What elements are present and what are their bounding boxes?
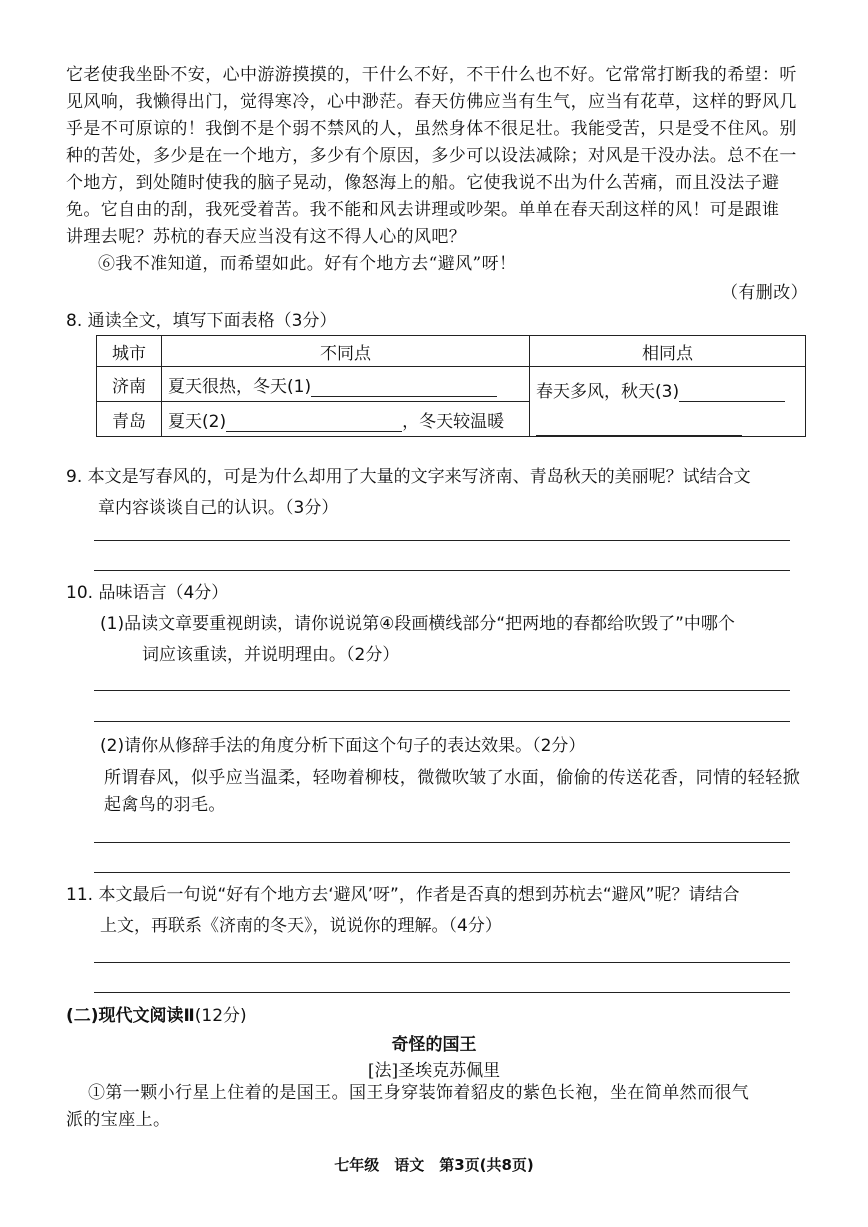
question-line: (1)品读文章要重视朗读，请你说说第④段画横线部分“把两地的春都给吹毁了”中哪个 [100, 614, 735, 634]
question-line: 上文，再联系《济南的冬天》，说说你的理解。（4分） [100, 916, 502, 936]
table-header-cell: 相同点 [530, 336, 806, 367]
section-heading [66, 1001, 247, 1026]
article-line: 派的宝座上。 [66, 1110, 171, 1130]
question-line: 11. 本文最后一句说“好有个地方去‘避风’呀”，作者是否真的想到苏杭去“避风”呢？请结合 [66, 885, 740, 905]
question-10-part-2 [66, 731, 808, 762]
table-cell-text: 夏天(2) [168, 411, 227, 432]
passage-line: 种的苦处，多少是在一个地方，多少有个原因，多少可以设法减除；对风是干没办法。总不在一 [66, 146, 797, 166]
question-10 [66, 578, 808, 671]
question-line: 9. 本文是写春风的，可是为什么却用了大量的文字来写济南、青岛秋天的美丽呢？试结合文 [66, 467, 751, 487]
answer-line[interactable] [94, 962, 790, 963]
question-line: 词应该重读，并说明理由。（2分） [142, 645, 400, 665]
article-line: ①第一颗小行星上住着的是国王。国王身穿装饰着貂皮的紫色长袍，坐在简单然而很气 [88, 1083, 750, 1103]
passage-paragraph-6: ⑥我不准知道，而希望如此。好有个地方去“避风”呀！ [98, 254, 517, 274]
source-note: （有删改） [721, 283, 808, 303]
article-title: 奇怪的国王 [391, 1035, 477, 1055]
table-cell-diff [162, 402, 530, 437]
table-cell-diff [162, 367, 530, 402]
answer-line[interactable] [94, 540, 790, 541]
table-cell-text: ，冬天较温暖 [402, 411, 505, 432]
comparison-table [96, 335, 806, 437]
table-cell-text: 春天多风，秋天(3) [536, 382, 680, 402]
answer-line[interactable] [94, 690, 790, 691]
answer-blank-1[interactable] [311, 378, 497, 397]
passage-line: 免。它自由的刮，我死受着苦。我不能和风去讲理或吵架。单单在春天刮这样的风！可是跟谁 [66, 200, 780, 220]
question-line: 章内容谈谈自己的认识。（3分） [98, 498, 339, 518]
passage-line: 见风响，我懒得出门，觉得寒冷，心中渺茫。春天仿佛应当有生气，应当有花草，这样的野风几 [66, 92, 797, 112]
question-8: 8. 通读全文，填写下面表格（3分） [66, 311, 337, 331]
table-header-cell: 城市 [97, 336, 162, 367]
answer-line[interactable] [94, 872, 790, 873]
passage-line: 讲理去呢？苏杭的春天应当没有这不得人心的风吧？ [66, 227, 467, 247]
question-11 [66, 880, 808, 942]
passage-line: 它老使我坐卧不安，心中游游摸摸的，干什么不好，不干什么也不好。它常常打断我的希望：听 [66, 65, 797, 85]
table-cell-text: 夏天很热，冬天(1) [168, 376, 312, 397]
section-label: (二)现代文阅读Ⅱ [66, 1006, 195, 1026]
table-cell-same [530, 367, 806, 437]
passage-paragraph [66, 62, 808, 278]
passage-line: 个地方，到处随时使我的脑子晃动，像怒海上的船。它使我说不出为什么苦痛，而且没法子避 [66, 173, 780, 193]
table-cell-city: 济南 [97, 367, 162, 402]
section-points: (12分) [194, 1006, 247, 1026]
page-footer: 七年级 语文 第3页(共8页) [334, 1156, 534, 1174]
table-header-row [97, 336, 806, 367]
quoted-sentence [104, 765, 808, 819]
article-paragraph-1 [66, 1080, 808, 1134]
answer-line[interactable] [94, 570, 790, 571]
question-9 [66, 462, 808, 524]
question-line: (2)请你从修辞手法的角度分析下面这个句子的表达效果。（2分） [100, 736, 586, 756]
table-cell-city: 青岛 [97, 402, 162, 437]
quote-line: 所谓春风，似乎应当温柔，轻吻着柳枝，微微吹皱了水面，偷偷的传送花香，同情的轻轻掀 [104, 768, 800, 788]
answer-line[interactable] [94, 842, 790, 843]
answer-blank-2[interactable] [226, 413, 402, 432]
answer-line[interactable] [94, 992, 790, 993]
answer-line[interactable] [94, 721, 790, 722]
table-header-cell: 不同点 [162, 336, 530, 367]
answer-blank-3-cont[interactable] [536, 417, 742, 436]
table-row [97, 367, 806, 402]
passage-line: 乎是不可原谅的！我倒不是个弱不禁风的人，虽然身体不很足壮。我能受苦，只是受不住风。别 [66, 119, 797, 139]
quote-line: 起禽鸟的羽毛。 [104, 795, 226, 815]
answer-blank-3[interactable] [679, 383, 785, 402]
article-author: [法]圣埃克苏佩里 [367, 1061, 501, 1081]
question-title: 10. 品味语言（4分） [66, 583, 229, 603]
